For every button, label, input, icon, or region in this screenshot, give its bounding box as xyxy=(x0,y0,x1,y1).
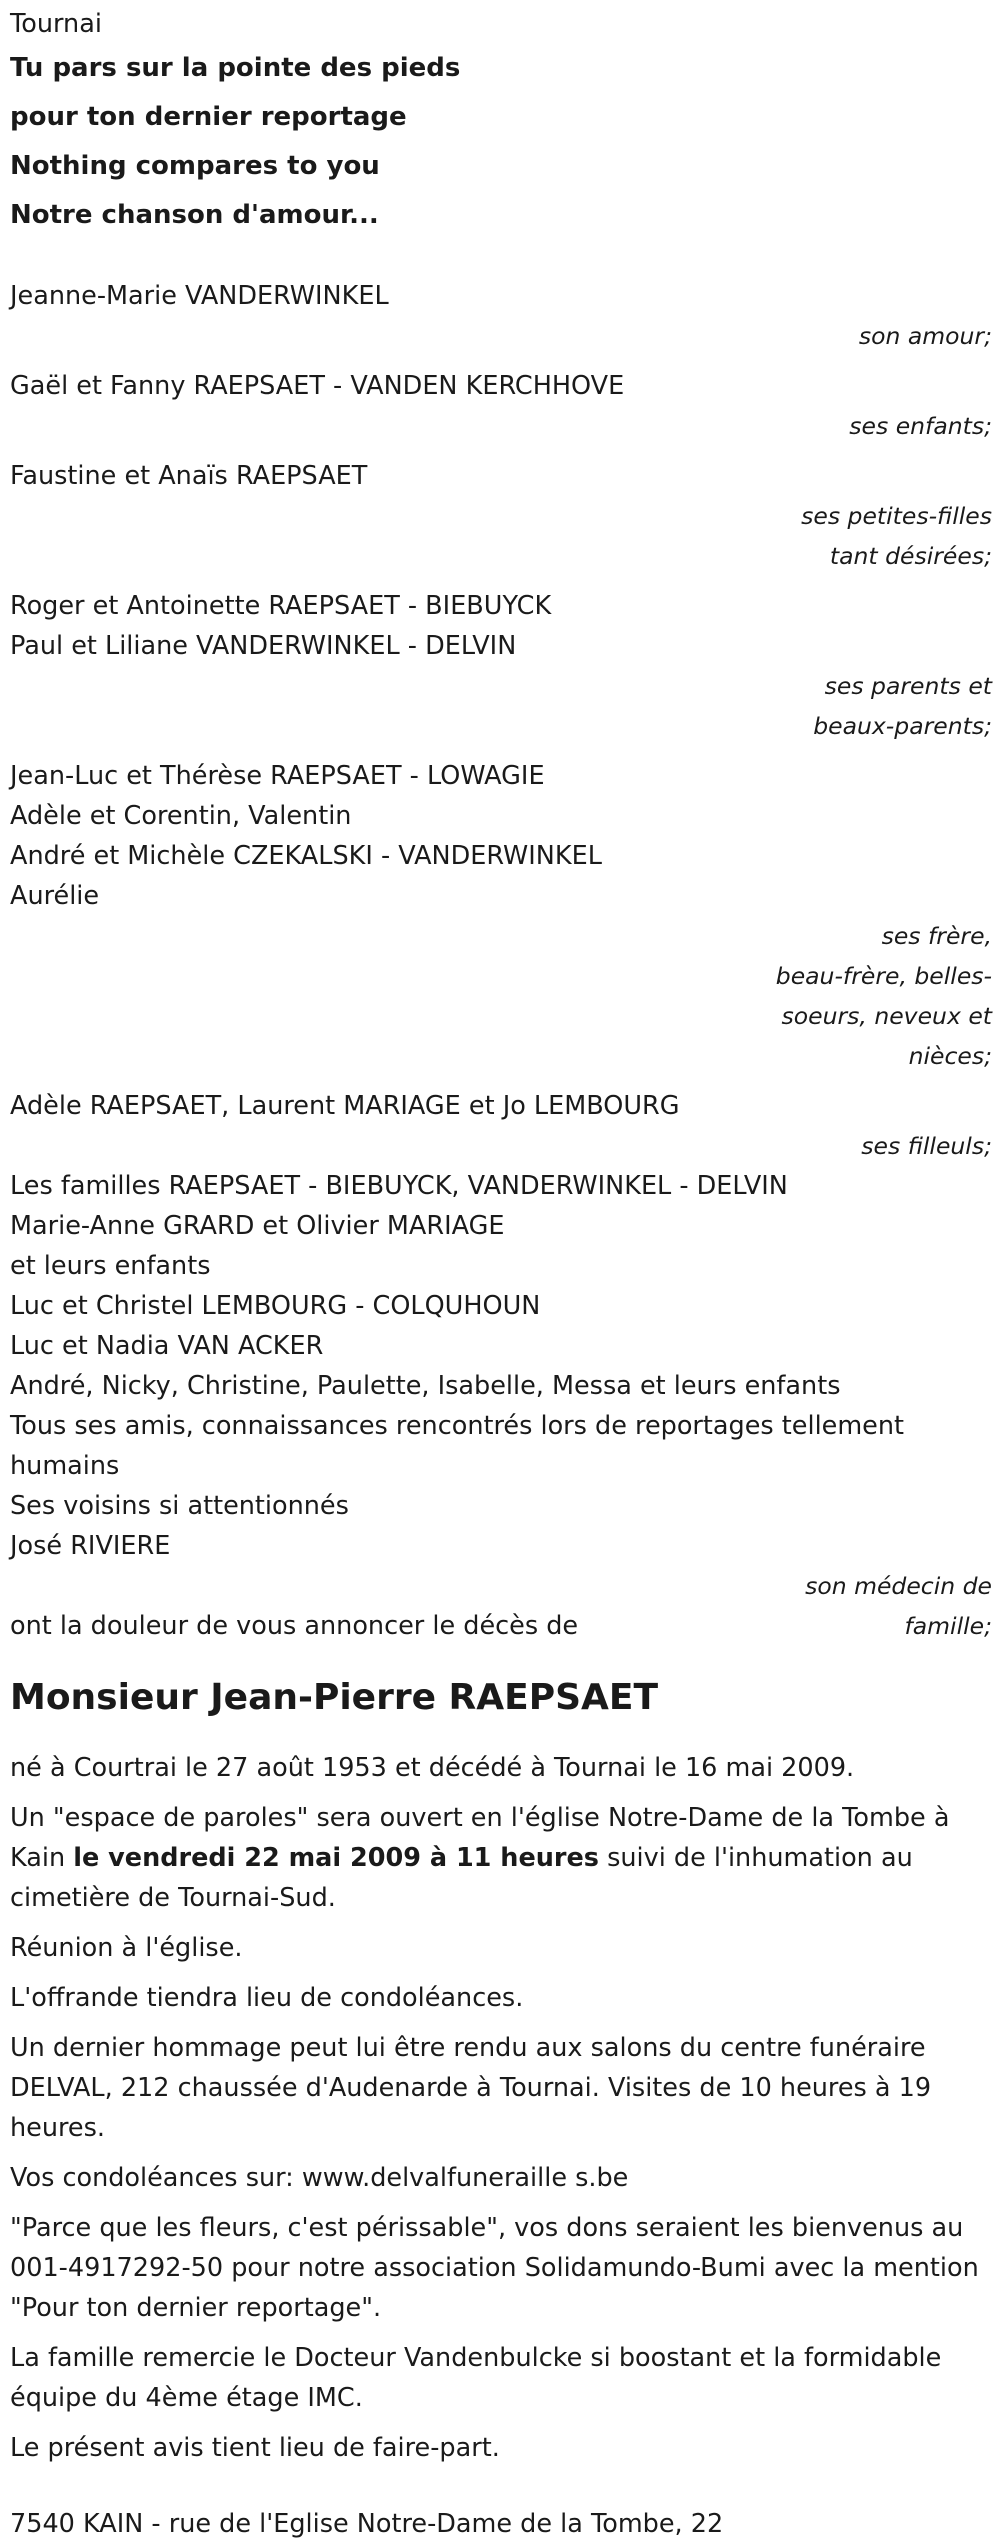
family-name: André, Nicky, Christine, Paulette, Isabelle, Messa et leurs enfants xyxy=(10,1371,841,1401)
poem-line: Nothing compares to you xyxy=(10,151,380,181)
family-name: Tous ses amis, connaissances rencontrés lors de reportages tellement xyxy=(10,1411,905,1441)
family-role: beaux-parents; xyxy=(813,712,992,740)
family-name: Aurélie xyxy=(10,881,100,911)
birth-paragraph: né à Courtrai le 27 août 1953 et décédé à Tournai le 16 mai 2009. xyxy=(10,1753,855,1783)
family-name: Jean-Luc et Thérèse RAEPSAET - LOWAGIE xyxy=(10,761,545,791)
remerciements-paragraph: La famille remercie le Docteur Vandenbulcke si boostant et la formidable équipe du 4ème étage IMC. xyxy=(10,2343,942,2413)
ceremony-paragraph xyxy=(10,1798,992,1918)
family-role: soeurs, neveux et xyxy=(781,1002,992,1030)
deceased-name: Monsieur Jean-Pierre RAEPSAET xyxy=(10,1677,659,1718)
announcement-row xyxy=(10,1606,992,1646)
poem-line: Tu pars sur la pointe des pieds xyxy=(10,53,461,83)
ceremony-date: le vendredi 22 mai 2009 à 11 heures xyxy=(73,1843,599,1873)
family-name: Les familles RAEPSAET - BIEBUYCK, VANDERWINKEL - DELVIN xyxy=(10,1171,788,1201)
family-name: Paul et Liliane VANDERWINKEL - DELVIN xyxy=(10,631,517,661)
family-role: son amour; xyxy=(858,322,992,350)
family-role: son médecin de xyxy=(805,1572,992,1600)
family-name: et leurs enfants xyxy=(10,1251,211,1281)
family-others xyxy=(10,1166,992,1606)
family-role: nièces; xyxy=(908,1042,992,1070)
family-role: ses frère, xyxy=(881,922,992,950)
poem-line: pour ton dernier reportage xyxy=(10,102,407,132)
family-role: ses parents et xyxy=(824,672,992,700)
notice-body xyxy=(10,1748,992,2468)
poem-line: Notre chanson d'amour... xyxy=(10,200,379,230)
family-name: Faustine et Anaïs RAEPSAET xyxy=(10,461,368,491)
condoleances-paragraph: Vos condoléances sur: www.delvalfuneraille s.be xyxy=(10,2163,629,2193)
family-name: Luc et Christel LEMBOURG - COLQUHOUN xyxy=(10,1291,541,1321)
family-children xyxy=(10,366,992,446)
family-name: Roger et Antoinette RAEPSAET - BIEBUYCK xyxy=(10,591,552,621)
family-name: Jeanne-Marie VANDERWINKEL xyxy=(10,281,389,311)
hommage-paragraph: Un dernier hommage peut lui être rendu aux salons du centre funéraire DELVAL, 212 chaussée d'Audenarde à Tournai. Visites de 10 heures à 19 heures. xyxy=(10,2033,932,2143)
family-name: Marie-Anne GRARD et Olivier MARIAGE xyxy=(10,1211,505,1241)
ceremony-text: suivi de l'inhumation au cimetière de Tournai-Sud. xyxy=(10,1843,913,1913)
faire-part-paragraph: Le présent avis tient lieu de faire-part. xyxy=(10,2433,500,2463)
family-siblings xyxy=(10,756,992,1076)
announcement-text: ont la douleur de vous annoncer le décès de xyxy=(10,1611,579,1641)
address: 7540 KAIN - rue de l'Eglise Notre-Dame de la Tombe, 22 xyxy=(10,2509,724,2539)
family-name: José RIVIERE xyxy=(10,1531,171,1561)
family-role: ses enfants; xyxy=(849,412,992,440)
family-name: humains xyxy=(10,1451,120,1481)
family-partner xyxy=(10,276,992,356)
city-label: Tournai xyxy=(10,9,102,39)
family-name: Gaël et Fanny RAEPSAET - VANDEN KERCHHOVE xyxy=(10,371,625,401)
family-godchildren xyxy=(10,1086,992,1166)
family-name: Luc et Nadia VAN ACKER xyxy=(10,1331,324,1361)
dons-paragraph: "Parce que les fleurs, c'est périssable", vos dons seraient les bienvenus au 001-4917292-50 pour notre association Solidamundo-Bumi avec la mention "Pour ton dernier reportage". xyxy=(10,2213,979,2323)
family-parents xyxy=(10,586,992,746)
obituary-notice xyxy=(10,4,992,2544)
family-name: Ses voisins si attentionnés xyxy=(10,1491,349,1521)
poem-block xyxy=(10,44,992,240)
family-role: ses filleuls; xyxy=(861,1132,992,1160)
family-name: André et Michèle CZEKALSKI - VANDERWINKEL xyxy=(10,841,602,871)
reunion-paragraph: Réunion à l'église. xyxy=(10,1933,243,1963)
offrande-paragraph: L'offrande tiendra lieu de condoléances. xyxy=(10,1983,524,2013)
family-name: Adèle RAEPSAET, Laurent MARIAGE et Jo LEMBOURG xyxy=(10,1091,680,1121)
family-granddaughters xyxy=(10,456,992,576)
family-role: tant désirées; xyxy=(829,542,992,570)
family-role: famille; xyxy=(904,1612,992,1640)
family-role: ses petites-filles xyxy=(801,502,992,530)
family-name: Adèle et Corentin, Valentin xyxy=(10,801,352,831)
family-role: beau-frère, belles- xyxy=(775,962,992,990)
ceremony-text: Un "espace de paroles" sera ouvert en l'église Notre-Dame de la Tombe à Kain xyxy=(10,1803,950,1873)
